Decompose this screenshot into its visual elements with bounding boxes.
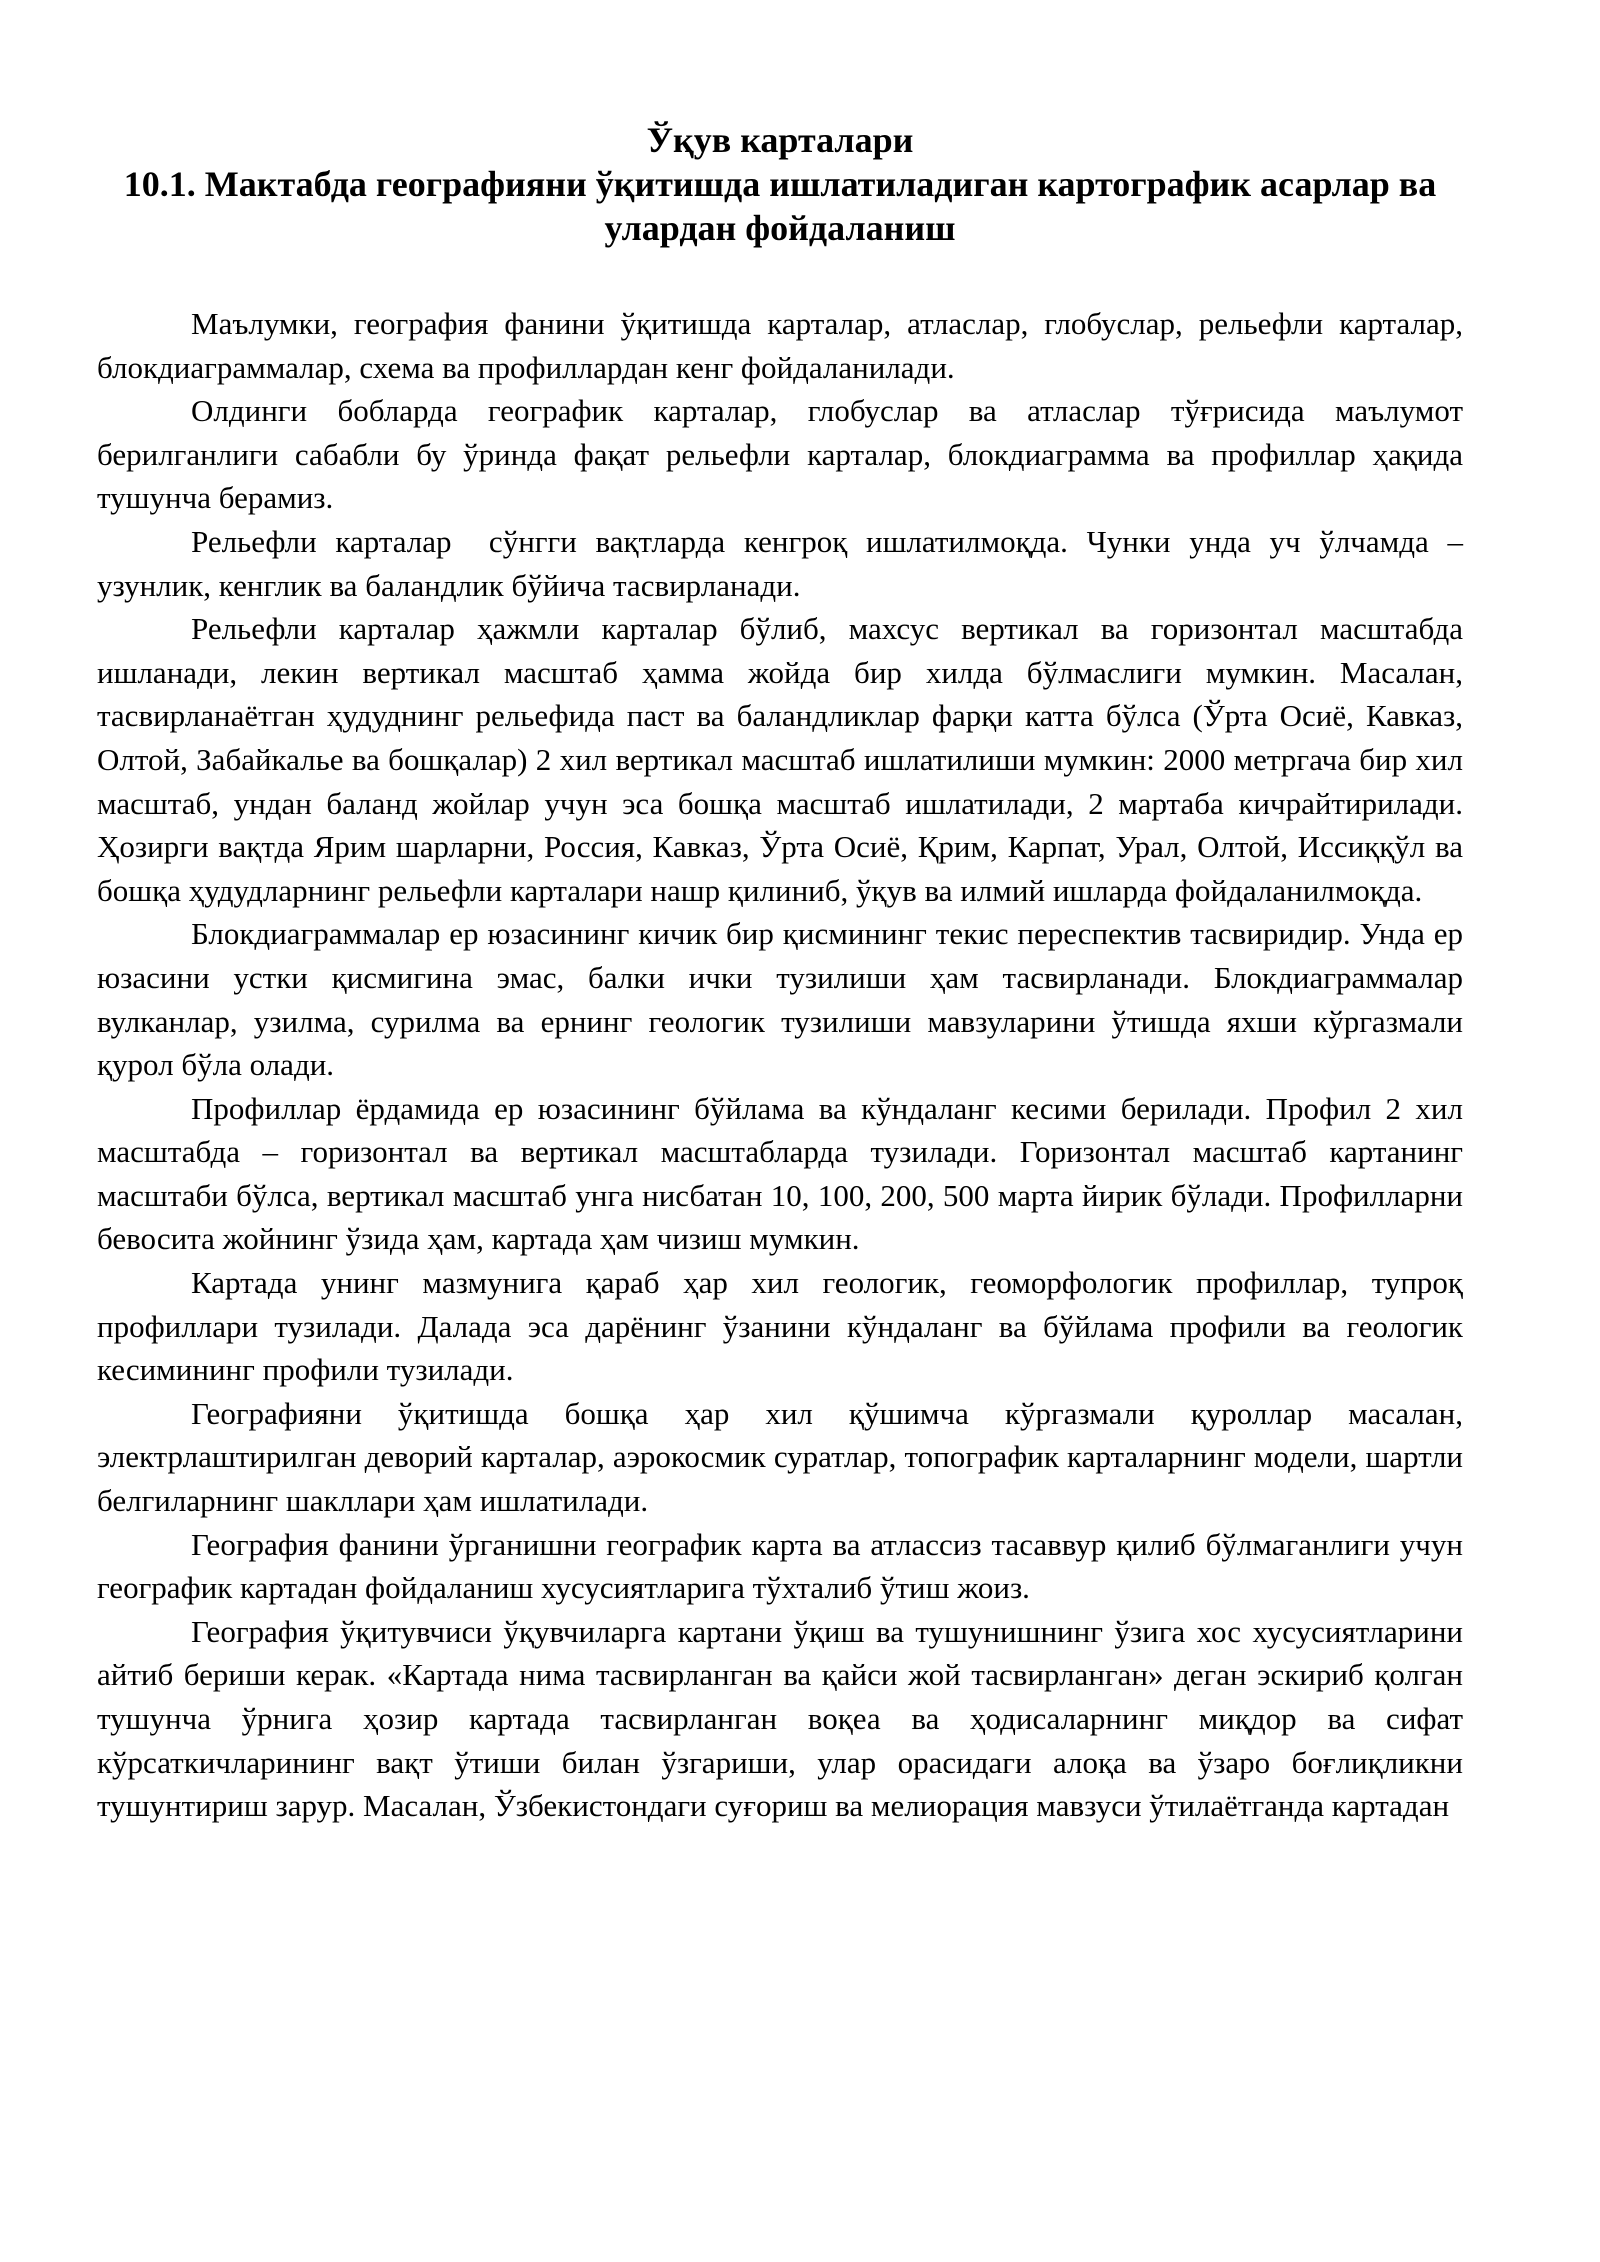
paragraph: Профиллар ёрдамида ер юзасининг бўйлама ва кўндаланг кесими берилади. Профил 2 хил масштабда – горизонтал ва вертикал масштабларда тузилади. Горизонтал масштаб картанинг масштаби бўлса, вертикал масштаб унга нисбатан 10, 100, 200, 500 марта йирик бўлади. Профилларни бевосита жойнинг ўзида ҳам, картада ҳам чизиш мумкин.: [97, 1090, 1471, 1257]
document-title: Ўқув карталари: [646, 120, 914, 160]
paragraph: Рельефли карталар сўнгги вақтларда кенгроқ ишлатилмоқда. Чунки унда уч ўлчамда – узунлик, кенглик ва баландлик бўйича тасвирланади.: [97, 523, 1471, 603]
paragraph: География ўқитувчиси ўқувчиларга картани ўқиш ва тушунишнинг ўзига хос хусусиятларини айтиб бериши керак. «Картада нима тасвирланган ва қайси жой тасвирланган» деган эскириб қолган тушунча ўрнига ҳозир картада тасвирланган воқеа ва ҳодисаларнинг миқдор ва сифат кўрсаткичларининг вақт ўтиши билан ўзгариши, улар орасидаги алоқа ва ўзаро боғлиқликни тушунтириш зарур. Масалан, Ўзбекистондаги суғориш ва мелиорация мавзуси ўтилаётганда картадан: [97, 1613, 1479, 1824]
paragraph: Олдинги бобларда географик карталар, глобуслар ва атласлар тўғрисида маълумот берилганлиги сабабли бу ўринда фақат рельефли карталар, блокдиаграмма ва профиллар ҳақида тушунча берамиз.: [97, 393, 1471, 516]
document-page: [97, 118, 1479, 1828]
paragraph: Географияни ўқитишда бошқа ҳар хил қўшимча кўргазмали қуроллар масалан, электрлаштирилган деворий карталар, аэрокосмик суратлар, топографик карталарнинг модели, шартли белгиларнинг шакллари ҳам ишлатилади.: [97, 1395, 1471, 1519]
document-body: [97, 302, 1479, 1828]
paragraph: Маълумки, география фанини ўқитишда карталар, атласлар, глобуслар, рельефли карталар, блокдиаграммалар, схема ва профиллардан кенг фойдаланилади.: [97, 306, 1471, 385]
paragraph: Рельефли карталар ҳажмли карталар бўлиб, махсус вертикал ва горизонтал масштабда ишланади, лекин вертикал масштаб ҳамма жойда бир хилда бўлмаслиги мумкин. Масалан, тасвирланаётган ҳудуднинг рельефида паст ва баландликлар фарқи катта бўлса (Ўрта Осиё, Кавказ, Олтой, Забайкалье ва бошқалар) 2 хил вертикал масштаб ишлатилиши мумкин: 2000 метргача бир хил масштаб, ундан баланд жойлар учун эса бошқа масштаб ишлатилади, 2 мартаба кичрайтирилади. Ҳозирги вақтда Ярим шарларни, Россия, Кавказ, Ўрта Осиё, Қрим, Карпат, Урал, Олтой, Иссиққўл ва бошқа ҳудудларнинг рельефли карталари нашр қилиниб, ўқув ва илмий ишларда фойдаланилмоқда.: [97, 611, 1471, 908]
section-heading: 10.1. Мактабда географияни ўқитишда ишлатиладиган картографик асарлар ва улардан фойдаланиш: [123, 164, 1437, 248]
paragraph: Блокдиаграммалар ер юзасининг кичик бир қисмининг текис переспектив тасвиридир. Унда ер юзасини устки қисмигина эмас, балки ички тузилиши ҳам тасвирланади. Блокдиаграммалар вулканлар, узилма, сурилма ва ернинг геологик тузилиши мавзуларини ўтишда яхши кўргазмали қурол бўла олади.: [97, 916, 1471, 1083]
paragraph: Картада унинг мазмунига қараб ҳар хил геологик, геоморфологик профиллар, тупроқ профиллари тузилади. Далада эса дарёнинг ўзанини кўндаланг ва бўйлама профили ва геологик кесимининг профили тузилади.: [97, 1265, 1471, 1388]
paragraph: География фанини ўрганишни географик карта ва атлассиз тасаввур қилиб бўлмаганлиги учун географик картадан фойдаланиш хусусиятларига тўхталиб ўтиш жоиз.: [97, 1526, 1471, 1606]
